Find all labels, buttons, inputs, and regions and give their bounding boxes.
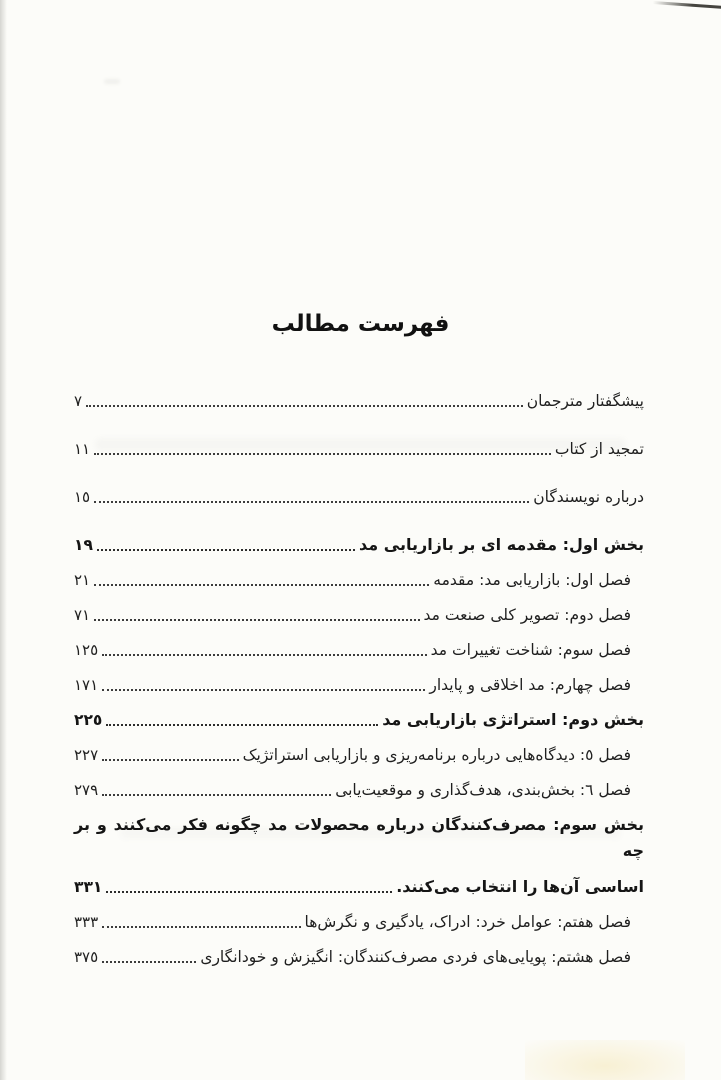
- toc-page-number: ٣٣٣: [74, 913, 99, 931]
- toc-entry: [74, 602, 644, 628]
- toc-entry-row: [74, 944, 631, 970]
- toc-leader-dots: [94, 619, 419, 621]
- toc-entry: [74, 672, 644, 698]
- toc-entry-row: [74, 742, 631, 768]
- toc-entry-label: فصل هشتم: پویایی‌های فردی مصرف‌کنندگان: انگیزش و خودانگاری: [200, 948, 631, 966]
- toc-entry-row: [74, 567, 631, 593]
- toc-entry-label: بخش اول: مقدمه ای بر بازاریابی مد: [359, 535, 644, 554]
- scan-corner-artifact: [653, 1, 721, 9]
- toc-entry-label-line: بخش سوم: مصرف‌کنندگان درباره محصولات مد چگونه فکر می‌کنند و بر چه: [74, 815, 644, 860]
- toc-page-number: ٣٧٥: [74, 948, 99, 966]
- toc-entry-label: تمجید از کتاب: [554, 440, 644, 458]
- toc-entry-row: [74, 436, 644, 462]
- toc-leader-dots: [102, 926, 300, 928]
- toc-page-number: ١١: [74, 440, 91, 458]
- toc-entry: [74, 944, 644, 970]
- toc-leader-dots: [102, 794, 331, 796]
- toc-entry: [74, 567, 644, 593]
- toc-entry-label: درباره نویسندگان: [533, 488, 644, 506]
- toc-entry: [74, 484, 644, 510]
- toc-entry: [74, 909, 644, 935]
- toc-page-number: ١٢٥: [74, 641, 99, 659]
- scan-speck: [104, 79, 120, 84]
- toc-page-number: ٢٧٩: [74, 781, 99, 799]
- toc-entry-row: [74, 874, 644, 900]
- toc-list: [74, 388, 644, 979]
- toc-entry-row: [74, 777, 631, 803]
- toc-page-number: ٣٣١: [74, 878, 103, 896]
- toc-entry-label: فصل سوم: شناخت تغییرات مد: [430, 641, 631, 659]
- scan-stain: [525, 1040, 685, 1080]
- toc-leader-dots: [102, 654, 426, 656]
- toc-leader-dots: [106, 724, 378, 726]
- toc-page-number: ٧: [74, 392, 83, 410]
- toc-entry: [74, 777, 644, 803]
- toc-entry: [74, 532, 644, 558]
- page-title: فهرست مطالب: [271, 311, 450, 337]
- toc-entry-label: فصل اول: بازاریابی مد: مقدمه: [433, 571, 631, 589]
- toc-entry-label: فصل چهارم: مد اخلاقی و پایدار: [429, 676, 631, 694]
- toc-page-number: ٧١: [74, 606, 91, 624]
- toc-entry-row: [74, 637, 631, 663]
- toc-entry-row: [74, 532, 644, 558]
- toc-page-number: ١٩: [74, 536, 93, 554]
- toc-leader-dots: [86, 405, 523, 407]
- toc-leader-dots: [94, 501, 529, 503]
- toc-entry: [74, 637, 644, 663]
- toc-entry-label: فصل هفتم: عوامل خرد: ادراک، یادگیری و نگرش‌ها: [304, 913, 631, 931]
- toc-entry-label: فصل ٥: دیدگاه‌هایی درباره برنامه‌ریزی و بازاریابی استراتژیک: [242, 746, 631, 764]
- toc-page-number: ٢٢٥: [74, 711, 103, 729]
- toc-entry: [74, 388, 644, 414]
- toc-entry-label: فصل ٦: بخش‌بندی، هدف‌گذاری و موقعیت‌یابی: [335, 781, 631, 799]
- toc-entry: [74, 812, 644, 900]
- scan-edge-shadow: [0, 0, 7, 1080]
- toc-entry-wrapped-lines: [74, 812, 644, 864]
- toc-entry-row: [74, 909, 631, 935]
- toc-page-number: ١٥: [74, 488, 91, 506]
- toc-entry-row: [74, 602, 631, 628]
- toc-entry: [74, 436, 644, 462]
- toc-entry-row: [74, 707, 644, 733]
- toc-entry: [74, 707, 644, 733]
- toc-page-number: ٢٢٧: [74, 746, 99, 764]
- toc-leader-dots: [102, 961, 196, 963]
- toc-entry-row: [74, 388, 644, 414]
- toc-entry-label: بخش دوم: استراتژی بازاریابی مد: [382, 710, 644, 729]
- toc-entry-label: اساسی آن‌ها را انتخاب می‌کنند.: [396, 877, 644, 896]
- toc-leader-dots: [97, 549, 355, 551]
- toc-leader-dots: [102, 759, 239, 761]
- toc-page-number: ١٧١: [74, 676, 99, 694]
- toc-entry-label: پیشگفتار مترجمان: [526, 392, 644, 410]
- toc-leader-dots: [94, 453, 551, 455]
- toc-leader-dots: [102, 689, 425, 691]
- toc-entry: [74, 742, 644, 768]
- toc-page-number: ٢١: [74, 571, 91, 589]
- toc-leader-dots: [106, 891, 392, 893]
- toc-entry-row: [74, 672, 631, 698]
- toc-leader-dots: [94, 584, 429, 586]
- toc-entry-row: [74, 484, 644, 510]
- toc-entry-label: فصل دوم: تصویر کلی صنعت مد: [423, 606, 631, 624]
